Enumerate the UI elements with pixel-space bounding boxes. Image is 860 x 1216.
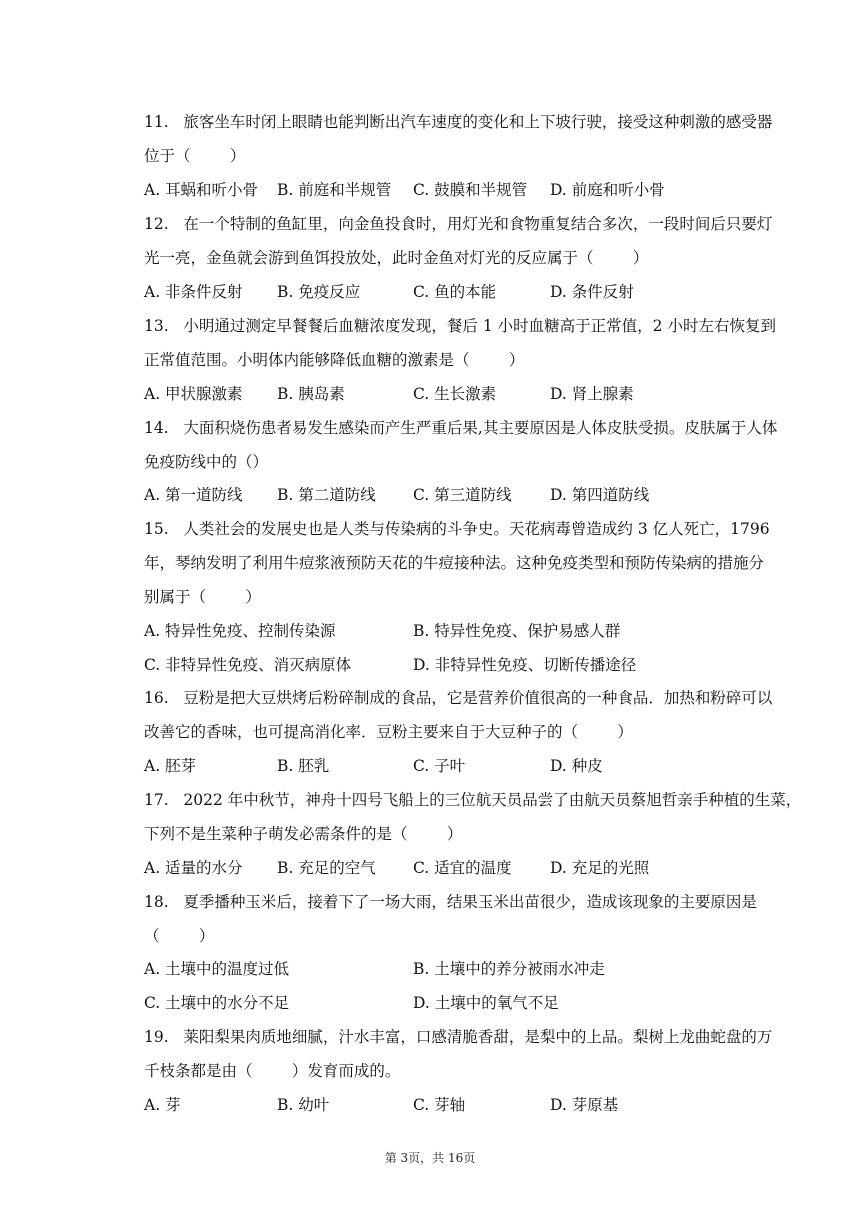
option-c: C. 鱼的本能 (413, 283, 497, 301)
option-d: D. 条件反射 (550, 283, 634, 301)
option-b: B. 特异性免疫、保护易感人群 (413, 622, 621, 640)
option-c: C. 鼓膜和半规管 (413, 181, 528, 199)
option-b: B. 充足的空气 (277, 859, 376, 877)
option-d: D. 土壤中的氧气不足 (413, 994, 559, 1012)
question-stem-line: 19. 莱阳梨果肉质地细腻，汁水丰富，口感清脆香甜，是梨中的上品。梨树上龙曲蛇盘的万 (144, 1028, 773, 1046)
option-c: C. 子叶 (413, 757, 466, 775)
question-stem-line: 免疫防线中的（） (144, 453, 269, 471)
question-stem-line: 11. 旅客坐车时闭上眼睛也能判断出汽车速度的变化和上下坡行驶，接受这种刺激的感受器 (144, 113, 773, 131)
option-c: C. 土壤中的水分不足 (144, 994, 290, 1012)
question-stem-line: 别属于（ ） (144, 588, 261, 606)
question-stem-line: 下列不是生菜种子萌发必需条件的是（ ） (144, 825, 463, 843)
option-a: A. 第一道防线 (144, 486, 243, 504)
option-a: A. 土壤中的温度过低 (144, 960, 290, 978)
option-d: D. 前庭和听小骨 (550, 181, 665, 199)
option-b: B. 幼叶 (277, 1096, 330, 1114)
question-stem-line: 正常值范围。小明体内能够降低血糖的激素是（ ） (144, 351, 525, 369)
question-stem-line: 13. 小明通过测定早餐餐后血糖浓度发现，餐后 1 小时血糖高于正常值，2 小时左右恢复到 (144, 317, 776, 335)
question-stem-line: 千枝条都是由（ ）发育而成的。 (144, 1062, 401, 1080)
option-d: D. 芽原基 (550, 1096, 619, 1114)
option-b: B. 免疫反应 (277, 283, 361, 301)
option-b: B. 胰岛素 (277, 385, 345, 403)
option-c: C. 非特异性免疫、消灭病原体 (144, 656, 352, 674)
option-b: B. 土壤中的养分被雨水冲走 (413, 960, 605, 978)
option-a: A. 非条件反射 (144, 283, 243, 301)
option-b: B. 第二道防线 (277, 486, 376, 504)
option-c: C. 适宜的温度 (413, 859, 512, 877)
option-d: D. 充足的光照 (550, 859, 650, 877)
option-d: D. 种皮 (550, 757, 603, 775)
question-stem-line: 17. 2022 年中秋节，神舟十四号飞船上的三位航天员品尝了由航天员蔡旭哲亲手种植的生菜， (144, 791, 802, 809)
question-stem-line: 12. 在一个特制的鱼缸里，向金鱼投食时，用灯光和食物重复结合多次，一段时间后只要灯 (144, 215, 773, 233)
question-stem-line: 18. 夏季播种玉米后，接着下了一场大雨，结果玉米出苗很少，造成该现象的主要原因是 (144, 893, 757, 911)
option-c: C. 生长激素 (413, 385, 497, 403)
question-stem-line: 16. 豆粉是把大豆烘烤后粉碎制成的食品，它是营养价值很高的一种食品．加热和粉碎可以 (144, 689, 773, 707)
question-stem-line: 年，琴纳发明了利用牛痘浆液预防天花的牛痘接种法。这种免疫类型和预防传染病的措施分 (144, 554, 765, 572)
option-c: C. 芽轴 (413, 1096, 466, 1114)
page-number: 第 3页，共 16页 (384, 1151, 476, 1165)
question-stem-line: （ ） (144, 927, 215, 945)
option-a: A. 芽 (144, 1096, 181, 1114)
option-d: D. 第四道防线 (550, 486, 650, 504)
option-a: A. 耳蜗和听小骨 (144, 181, 259, 199)
option-a: A. 胚芽 (144, 757, 197, 775)
option-b: B. 前庭和半规管 (277, 181, 392, 199)
question-stem-line: 光一亮，金鱼就会游到鱼饵投放处，此时金鱼对灯光的反应属于（ ） (144, 249, 649, 267)
option-b: B. 胚乳 (277, 757, 330, 775)
question-stem-line: 14. 大面积烧伤患者易发生感染而产生严重后果,其主要原因是人体皮肤受损。皮肤属于人体 (144, 419, 778, 437)
question-stem-line: 15. 人类社会的发展史也是人类与传染病的斗争史。天花病毒曾造成约 3 亿人死亡，1796 (144, 520, 770, 538)
question-stem-line: 位于（ ） (144, 147, 246, 165)
option-d: D. 肾上腺素 (550, 385, 634, 403)
option-a: A. 甲状腺激素 (144, 385, 243, 403)
option-a: A. 适量的水分 (144, 859, 243, 877)
option-a: A. 特异性免疫、控制传染源 (144, 622, 336, 640)
option-d: D. 非特异性免疫、切断传播途径 (413, 656, 637, 674)
option-c: C. 第三道防线 (413, 486, 512, 504)
question-stem-line: 改善它的香味，也可提高消化率．豆粉主要来自于大豆种子的（ ） (144, 723, 633, 741)
